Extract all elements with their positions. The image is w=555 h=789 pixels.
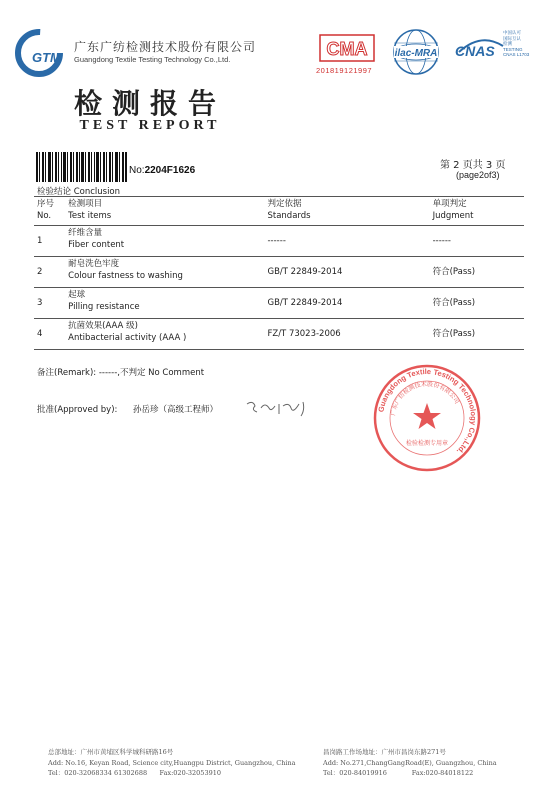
remark-text: 备注(Remark): ------,不判定 No Comment: [37, 368, 205, 378]
header-std-cn: 判定依据: [267, 199, 302, 209]
ilac-mra-logo: [388, 27, 444, 77]
row-standard: GB/T 22849-2014: [264, 288, 429, 319]
stamp-inner-text: 广东广纺检测技术股份有限公司: [389, 380, 461, 417]
company-logo: [14, 28, 64, 78]
row-standard: FZ/T 73023-2006: [264, 319, 429, 350]
official-stamp: [372, 363, 482, 473]
barcode: [36, 152, 128, 182]
row-no: 3: [34, 288, 65, 319]
cnas-label: CNAS: [455, 43, 495, 59]
header-std-en: Standards: [267, 211, 311, 221]
table-header-row: [34, 197, 524, 226]
cma-number: 201819121997: [316, 66, 373, 75]
row-standard: ------: [264, 226, 429, 257]
footer-right-fax: Fax:020-84018122: [411, 769, 474, 777]
page-indicator-en: (page2of3): [456, 170, 500, 180]
report-number: No:2204F1626: [129, 165, 196, 176]
cma-label: CMA: [326, 39, 368, 59]
row-item-cn: 起球: [68, 290, 86, 300]
footer-changgang: [323, 747, 497, 779]
header-judge-cn: 单项判定: [432, 199, 467, 209]
footer-right-address-cn: 昌岗路工作场地址：广州市昌岗东路271号: [323, 748, 446, 756]
footer-headquarters: [48, 747, 296, 779]
stamp-star-icon: [413, 403, 441, 429]
header-no-cn: 序号: [37, 199, 55, 209]
approver-name: 孙岳珍（高级工程师）: [133, 405, 219, 415]
footer-left-address-en: Add: No.16, Keyan Road, Science city,Huangpu District, Guangzhou, China: [48, 758, 296, 767]
page-indicator-cn: 第 2 页共 3 页: [440, 160, 506, 171]
header-item-en: Test items: [68, 211, 112, 221]
ilac-label: ilac-MRA: [394, 48, 438, 59]
row-item-cn: 纤维含量: [68, 228, 103, 238]
row-item-en: Antibacterial activity (AAA ): [68, 333, 187, 343]
cnas-side-text: 中国认可 国际互认 检测 TESTING CNAS L1703: [503, 30, 530, 57]
report-title-cn: 检测报告: [73, 87, 226, 120]
header-judge-en: Judgment: [432, 211, 474, 221]
table-row: [34, 226, 524, 257]
footer-right-address-en: Add: No.271,ChangGangRoad(E), Guangzhou, China: [323, 758, 497, 767]
company-name-cn: 广东广纺检测技术股份有限公司: [74, 40, 257, 54]
results-table: [34, 196, 524, 350]
footer-left-tel: Tel：020-32068334 61302688: [48, 769, 148, 777]
handwritten-signature: [243, 398, 315, 418]
row-item-en: Fiber content: [68, 240, 125, 250]
stamp-outer-text: Guangdong Textile Testing Technology Co.,Ltd.: [376, 366, 479, 456]
header-item-cn: 检测项目: [68, 199, 103, 209]
row-no: 2: [34, 257, 65, 288]
row-standard: GB/T 22849-2014: [264, 257, 429, 288]
footer-left-address-cn: 总部地址：广州市黄埔区科学城科研路16号: [48, 748, 174, 756]
row-item-en: Colour fastness to washing: [68, 271, 183, 281]
row-no: 1: [34, 226, 65, 257]
footer-right-tel: Tel：020-84019916: [323, 769, 387, 777]
table-row: [34, 288, 524, 319]
row-item-en: Pilling resistance: [68, 302, 140, 312]
logo-text: GTM: [32, 50, 61, 65]
approved-by-label: 批准(Approved by):: [37, 405, 118, 415]
table-row: [34, 319, 524, 350]
row-judgment: 符合(Pass): [430, 288, 524, 319]
cma-logo: [318, 33, 376, 63]
row-no: 4: [34, 319, 65, 350]
row-item-cn: 耐皂洗色牢度: [68, 259, 120, 269]
stamp-bottom-text: 检验检测专用章: [405, 440, 449, 447]
table-row: [34, 257, 524, 288]
company-name-en: Guangdong Textile Testing Technology Co.,Ltd.: [74, 55, 231, 64]
row-item-cn: 抗菌效果(AAA 级): [68, 321, 138, 331]
row-judgment: 符合(Pass): [430, 319, 524, 350]
footer-left-fax: Fax:020-32053910: [159, 769, 221, 777]
row-judgment: ------: [430, 226, 524, 257]
row-judgment: 符合(Pass): [430, 257, 524, 288]
report-title-en: TEST REPORT: [79, 118, 221, 133]
header-no-en: No.: [37, 211, 52, 221]
conclusion-label: 检验结论 Conclusion: [37, 187, 121, 197]
